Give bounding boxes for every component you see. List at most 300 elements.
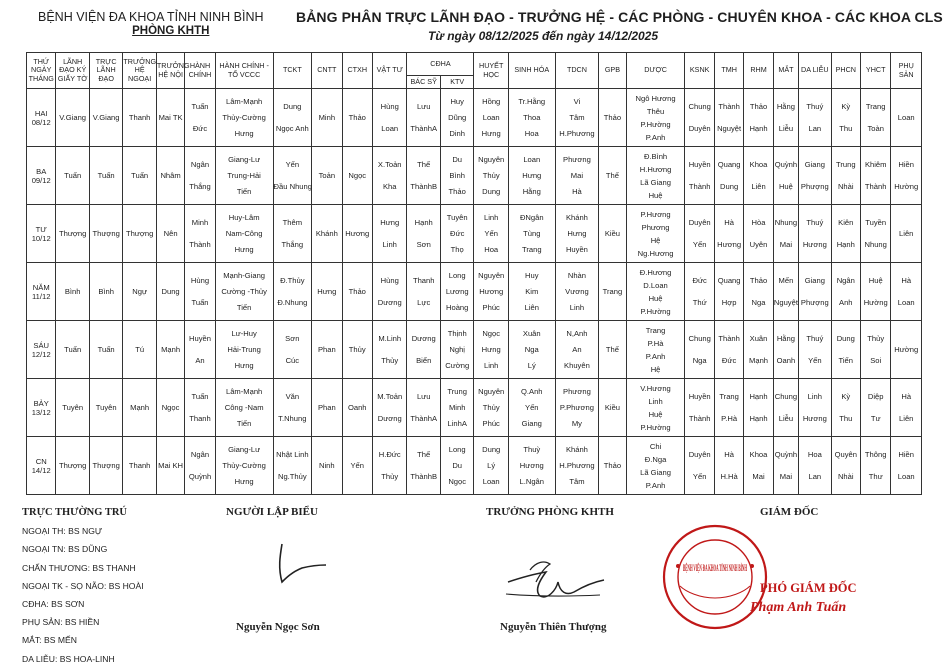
- staff-name: Đ.Thủy: [280, 276, 305, 286]
- table-row: [27, 321, 922, 379]
- staff-name: Đ.Bình: [643, 151, 668, 161]
- staff-name: Giang: [804, 160, 825, 170]
- staff-name: Nga: [751, 297, 766, 307]
- staff-name: Trang: [602, 287, 623, 296]
- table-cell: [626, 205, 685, 263]
- table-cell: [185, 89, 215, 147]
- table-cell: [89, 205, 122, 263]
- staff-name: ThànhA: [410, 413, 438, 423]
- head-of-dept-title: TRƯỞNG PHÒNG KHTH: [486, 506, 614, 518]
- staff-name: Liên: [751, 181, 766, 191]
- table-cell: [714, 147, 743, 205]
- staff-name: P.Hường: [640, 422, 671, 432]
- staff-name: Ngọc Anh: [275, 123, 309, 133]
- staff-name: Khiêm: [864, 160, 887, 170]
- table-cell: [56, 147, 89, 205]
- table-cell: [312, 321, 342, 379]
- staff-name: Huệ: [868, 276, 883, 286]
- table-cell: [555, 379, 599, 437]
- staff-name: Linh: [382, 239, 397, 249]
- table-cell: [744, 205, 773, 263]
- date-range: Từ ngày 08/12/2025 đến ngày 14/12/2025: [428, 29, 659, 43]
- staff-name: Yến: [285, 160, 300, 170]
- table-cell: [185, 263, 215, 321]
- staff-name: Tuyên: [62, 403, 84, 412]
- table-row: [27, 147, 922, 205]
- day-cell: [27, 437, 56, 495]
- table-cell: [891, 205, 922, 263]
- table-cell: [799, 379, 831, 437]
- table-cell: [342, 89, 372, 147]
- staff-name: Tuấn: [97, 171, 115, 180]
- staff-name: Liên: [524, 303, 539, 313]
- staff-name: Tiến: [236, 303, 252, 313]
- staff-name: Hùng: [380, 276, 399, 286]
- staff-name: Thuý: [806, 334, 824, 344]
- staff-name: Vi: [573, 96, 581, 106]
- table-cell: [508, 321, 555, 379]
- staff-name: Hường: [894, 181, 919, 191]
- table-row: [27, 89, 922, 147]
- standing-duty-item: DA LIỄU: BS HOA-LINH: [22, 653, 115, 664]
- table-cell: [56, 321, 89, 379]
- table-cell: [156, 437, 184, 495]
- staff-name: Tiến: [838, 355, 854, 365]
- staff-name: Huệ: [648, 190, 663, 200]
- staff-name: Thủy-Cường: [222, 461, 266, 470]
- deputy-director-title: PHÓ GIÁM ĐỐC: [760, 581, 857, 595]
- staff-name: Nghị: [449, 345, 465, 354]
- table-cell: [860, 147, 890, 205]
- table-cell: [599, 147, 626, 205]
- staff-name: Mạnh: [130, 403, 150, 412]
- staff-name: Hạnh: [749, 392, 768, 402]
- table-cell: [89, 263, 122, 321]
- staff-name: Nguyệt: [717, 123, 742, 133]
- staff-name: Ngô Hương: [635, 93, 676, 103]
- table-cell: [312, 437, 342, 495]
- staff-name: P.Hà: [647, 338, 664, 348]
- table-cell: [508, 379, 555, 437]
- seal-text: BỆNH VIỆN ĐA KHOA TỈNH NINH BÌNH: [683, 564, 863, 574]
- staff-name: Nhung: [864, 239, 887, 249]
- head-signature: [500, 552, 610, 607]
- staff-name: Nga: [524, 345, 539, 354]
- staff-name: Hưng: [317, 287, 337, 296]
- staff-name: Phan: [317, 403, 336, 412]
- table-cell: [56, 89, 89, 147]
- staff-name: Thượng: [125, 229, 154, 238]
- staff-name: Trung: [835, 160, 856, 170]
- staff-name: Ngân: [836, 276, 855, 286]
- col-header-ld-ky: LÃNH ĐẠO KÝ GIẤY TỜ: [56, 53, 89, 89]
- staff-name: Trang: [865, 102, 886, 112]
- staff-name: Mến: [778, 276, 794, 286]
- staff-name: Ninh: [319, 461, 335, 470]
- staff-name: Thảo: [603, 461, 622, 470]
- table-cell: [714, 205, 743, 263]
- staff-name: Linh: [648, 396, 663, 406]
- staff-name: Tr.Hằng: [518, 96, 546, 106]
- staff-name: Thành: [688, 181, 711, 191]
- staff-name: Thu: [839, 123, 853, 133]
- staff-name: Hoàng: [446, 303, 469, 313]
- staff-name: Giang: [804, 276, 825, 286]
- standing-duty-item: MẮT: BS MẾN: [22, 635, 77, 646]
- col-header-tckt: TCKT: [273, 53, 312, 89]
- staff-name: P.Hường: [640, 119, 671, 129]
- staff-name: Hưng: [380, 218, 400, 228]
- staff-name: Hải-Trung: [227, 345, 261, 354]
- staff-name: Khánh: [315, 229, 338, 238]
- table-cell: [626, 321, 685, 379]
- table-cell: [744, 263, 773, 321]
- staff-name: Thanh: [412, 276, 435, 286]
- staff-name: Tuấn: [191, 392, 209, 402]
- col-header-cdha: CĐHA: [407, 53, 474, 76]
- day-cell: [27, 147, 56, 205]
- staff-name: An: [195, 355, 205, 365]
- staff-name: Hệ: [650, 364, 661, 374]
- staff-name: Hoa: [484, 245, 499, 255]
- staff-name: Hương: [479, 287, 504, 296]
- col-header-cdha-bs: BÁC SỸ: [407, 76, 440, 89]
- table-cell: [799, 147, 831, 205]
- staff-name: Thành: [864, 181, 887, 191]
- table-cell: [831, 379, 860, 437]
- table-cell: [555, 263, 599, 321]
- staff-name: Yến: [692, 471, 707, 481]
- staff-name: P.Phương: [559, 403, 594, 412]
- table-cell: [474, 321, 509, 379]
- staff-name: Lương: [445, 287, 469, 296]
- table-cell: [744, 437, 773, 495]
- table-cell: [599, 205, 626, 263]
- col-header-mat: MẮT: [773, 53, 798, 89]
- staff-name: H.Phương: [559, 461, 595, 470]
- staff-name: Thượng: [92, 461, 120, 470]
- staff-name: Phương: [563, 386, 591, 396]
- table-cell: [714, 379, 743, 437]
- table-cell: [474, 147, 509, 205]
- table-cell: [474, 89, 509, 147]
- staff-name: LinhA: [447, 419, 467, 429]
- day-cell: [27, 263, 56, 321]
- staff-name: Thủy: [381, 355, 399, 365]
- date-label: 12/12: [31, 349, 51, 359]
- table-cell: [185, 321, 215, 379]
- table-cell: [123, 205, 156, 263]
- staff-name: Trang: [521, 245, 542, 255]
- staff-name: Thảo: [348, 287, 366, 296]
- staff-name: Thắng: [189, 181, 211, 191]
- table-cell: [891, 379, 922, 437]
- table-cell: [799, 437, 831, 495]
- table-body: [27, 89, 922, 495]
- table-cell: [440, 379, 473, 437]
- table-cell: [860, 205, 890, 263]
- staff-name: Chung: [688, 102, 711, 112]
- staff-name: Hưng: [234, 129, 254, 139]
- page-title: BẢNG PHÂN TRỰC LÃNH ĐẠO - TRƯỞNG HỆ - CÁC PHÒNG - CHUYÊN KHOA - CÁC KHOA CLS: [296, 9, 943, 25]
- staff-name: Ngọc: [448, 477, 467, 487]
- staff-name: Thủy-Cường: [222, 113, 266, 122]
- staff-name: Hưng: [481, 345, 501, 354]
- staff-name: Thế: [605, 171, 619, 180]
- staff-name: Duyên: [688, 123, 711, 133]
- table-cell: [891, 437, 922, 495]
- table-cell: [372, 147, 407, 205]
- staff-name: Dương: [377, 297, 402, 307]
- table-cell: [599, 263, 626, 321]
- table-cell: [273, 89, 312, 147]
- table-cell: [156, 321, 184, 379]
- staff-name: Dung: [161, 287, 180, 296]
- table-cell: [891, 89, 922, 147]
- staff-name: Dung: [283, 102, 302, 112]
- staff-name: Kha: [382, 181, 397, 191]
- table-cell: [474, 437, 509, 495]
- table-row: [27, 205, 922, 263]
- col-header-sinh-hoa: SINH HÓA: [508, 53, 555, 89]
- staff-name: Loan: [523, 154, 541, 164]
- col-header-hc-to: HÀNH CHÍNH - TỔ VCCC: [215, 53, 273, 89]
- table-cell: [685, 321, 714, 379]
- table-cell: [89, 147, 122, 205]
- col-header-truc-ld: TRỰC LÃNH ĐẠO: [89, 53, 122, 89]
- day-cell: [27, 89, 56, 147]
- table-cell: [407, 263, 440, 321]
- staff-name: Bình: [449, 171, 465, 180]
- staff-name: Hoa: [524, 129, 539, 139]
- staff-name: Hợp: [721, 297, 737, 307]
- staff-name: P.Hương: [640, 209, 671, 219]
- standing-duty-item: NGOẠI TN: BS DŨNG: [22, 544, 108, 555]
- staff-name: P.Anh: [645, 351, 666, 361]
- staff-name: Hường: [894, 345, 919, 354]
- staff-name: Phương: [641, 222, 670, 232]
- table-cell: [474, 205, 509, 263]
- staff-name: Hương: [802, 413, 827, 423]
- table-cell: [273, 379, 312, 437]
- table-cell: [185, 379, 215, 437]
- preparer-signature: [272, 538, 332, 588]
- staff-name: Tú: [135, 345, 145, 354]
- table-cell: [440, 147, 473, 205]
- table-cell: [215, 321, 273, 379]
- staff-name: Thủy: [482, 171, 500, 180]
- table-cell: [555, 147, 599, 205]
- table-cell: [89, 437, 122, 495]
- staff-name: Đ.Nga: [644, 454, 667, 464]
- col-header-ksnk: KSNK: [685, 53, 714, 89]
- table-cell: [474, 379, 509, 437]
- staff-name: P.Anh: [645, 132, 666, 142]
- staff-name: Ngân: [190, 450, 210, 460]
- standing-duty-item: NGOẠI TH: BS NGỰ: [22, 526, 103, 537]
- staff-name: Ngự: [132, 287, 148, 296]
- table-cell: [56, 379, 89, 437]
- staff-name: Lưu: [416, 392, 431, 402]
- staff-name: Sơn: [416, 239, 431, 249]
- staff-name: Quyên: [834, 450, 857, 460]
- staff-name: Ngọc: [161, 403, 180, 412]
- table-cell: [89, 89, 122, 147]
- staff-name: Hà: [901, 276, 912, 286]
- staff-name: Hưng: [522, 171, 542, 180]
- table-cell: [407, 89, 440, 147]
- staff-name: Nguyệt: [773, 297, 798, 307]
- table-cell: [273, 321, 312, 379]
- staff-name: Giang-Lư: [228, 154, 261, 164]
- staff-name: ThànhB: [410, 471, 438, 481]
- staff-name: Khoa: [749, 160, 768, 170]
- staff-name: Mai KH: [158, 461, 184, 470]
- staff-name: Nguyên: [478, 270, 505, 280]
- standing-duty-item: CHẤN THƯƠNG: BS THANH: [22, 562, 136, 573]
- staff-name: Mai TK: [158, 113, 183, 122]
- staff-name: Thành: [688, 413, 711, 423]
- staff-name: Loan: [381, 123, 399, 133]
- table-cell: [508, 205, 555, 263]
- table-cell: [407, 379, 440, 437]
- table-cell: [123, 437, 156, 495]
- staff-name: Khuyên: [564, 361, 590, 371]
- staff-name: Hường: [863, 297, 888, 307]
- deputy-director-name: Phạm Anh Tuấn: [750, 600, 847, 615]
- table-cell: [831, 437, 860, 495]
- weekday-label: BẢY: [33, 398, 49, 408]
- staff-name: Thảo: [348, 113, 366, 122]
- table-row: [27, 437, 922, 495]
- table-cell: [508, 89, 555, 147]
- staff-name: Linh: [807, 392, 822, 402]
- table-cell: [799, 89, 831, 147]
- staff-name: Giang: [521, 419, 542, 429]
- staff-name: Hưng: [234, 477, 254, 487]
- table-cell: [685, 437, 714, 495]
- table-cell: [714, 321, 743, 379]
- table-cell: [407, 437, 440, 495]
- staff-name: Thuý: [806, 218, 824, 228]
- col-header-tmh: TMH: [714, 53, 743, 89]
- table-cell: [773, 89, 798, 147]
- table-cell: [215, 379, 273, 437]
- table-row: [27, 379, 922, 437]
- staff-name: Linh: [484, 361, 499, 371]
- table-cell: [626, 437, 685, 495]
- staff-name: Công -Nam: [224, 403, 264, 412]
- table-cell: [156, 147, 184, 205]
- staff-name: Liễu: [778, 413, 794, 423]
- staff-name: My: [571, 419, 582, 429]
- staff-name: Thành: [718, 334, 740, 344]
- staff-name: Chung: [688, 334, 711, 344]
- staff-name: Lư-Huy: [231, 328, 257, 338]
- table-cell: [342, 379, 372, 437]
- col-header-cdha-ktv: KTV: [440, 76, 473, 89]
- table-cell: [215, 263, 273, 321]
- preparer-name: Nguyễn Ngọc Sơn: [236, 621, 320, 633]
- table-cell: [773, 263, 798, 321]
- staff-name: Nhàn: [567, 270, 586, 280]
- table-cell: [440, 321, 473, 379]
- col-header-rhm: RHM: [744, 53, 773, 89]
- col-header-ctxh: CTXH: [342, 53, 372, 89]
- table-cell: [831, 89, 860, 147]
- staff-name: Thắng: [281, 239, 304, 249]
- staff-name: Thuỳ: [523, 444, 541, 454]
- table-cell: [56, 263, 89, 321]
- staff-name: V.Hương: [640, 383, 671, 393]
- table-cell: [440, 437, 473, 495]
- col-header-phu-san: PHỤ SẢN: [891, 53, 922, 89]
- staff-name: Nhài: [837, 471, 854, 481]
- date-label: 08/12: [31, 117, 51, 127]
- staff-name: Thu: [839, 413, 853, 423]
- staff-name: D.Loan: [643, 280, 668, 290]
- table-cell: [626, 263, 685, 321]
- staff-name: Thủy: [348, 345, 366, 354]
- staff-name: Huệ: [648, 409, 663, 419]
- staff-name: Cường: [445, 361, 470, 371]
- staff-name: Hạnh: [414, 218, 433, 228]
- staff-name: Lan: [808, 471, 822, 481]
- staff-name: Thế: [417, 450, 431, 460]
- staff-name: Huy-Lâm: [228, 212, 260, 222]
- col-header-duoc: DƯỢC: [626, 53, 685, 89]
- staff-name: Q.Anh: [521, 386, 543, 396]
- table-cell: [744, 147, 773, 205]
- table-cell: [56, 437, 89, 495]
- staff-name: Hệ: [650, 235, 661, 245]
- staff-name: Đ.Hương: [639, 267, 672, 277]
- table-cell: [891, 147, 922, 205]
- date-label: 10/12: [31, 233, 51, 243]
- staff-name: Trang: [719, 392, 739, 402]
- staff-name: Thủy: [867, 334, 885, 344]
- table-cell: [123, 263, 156, 321]
- staff-name: Liên: [899, 229, 914, 238]
- staff-name: Thoa: [523, 113, 541, 122]
- table-cell: [773, 321, 798, 379]
- staff-name: Tuấn: [97, 345, 115, 354]
- table-cell: [273, 147, 312, 205]
- staff-name: Vương: [565, 287, 589, 296]
- staff-name: Hương: [345, 229, 370, 238]
- staff-name: Chung: [774, 392, 798, 402]
- table-cell: [440, 89, 473, 147]
- staff-name: Hùng: [190, 276, 210, 286]
- table-cell: [860, 437, 890, 495]
- staff-name: ThànhB: [410, 181, 438, 191]
- staff-name: Hằng: [776, 102, 795, 112]
- table-cell: [831, 321, 860, 379]
- staff-name: Lâm-Mạnh: [225, 96, 263, 106]
- table-cell: [714, 89, 743, 147]
- table-cell: [123, 89, 156, 147]
- staff-name: Nhâm: [160, 171, 181, 180]
- table-cell: [773, 379, 798, 437]
- staff-name: Tuấn: [191, 297, 209, 307]
- staff-name: Huệ: [648, 293, 663, 303]
- table-cell: [773, 437, 798, 495]
- table-cell: [714, 263, 743, 321]
- staff-name: Hà: [724, 450, 734, 460]
- staff-name: Thọ: [450, 245, 464, 255]
- table-cell: [156, 89, 184, 147]
- table-cell: [599, 437, 626, 495]
